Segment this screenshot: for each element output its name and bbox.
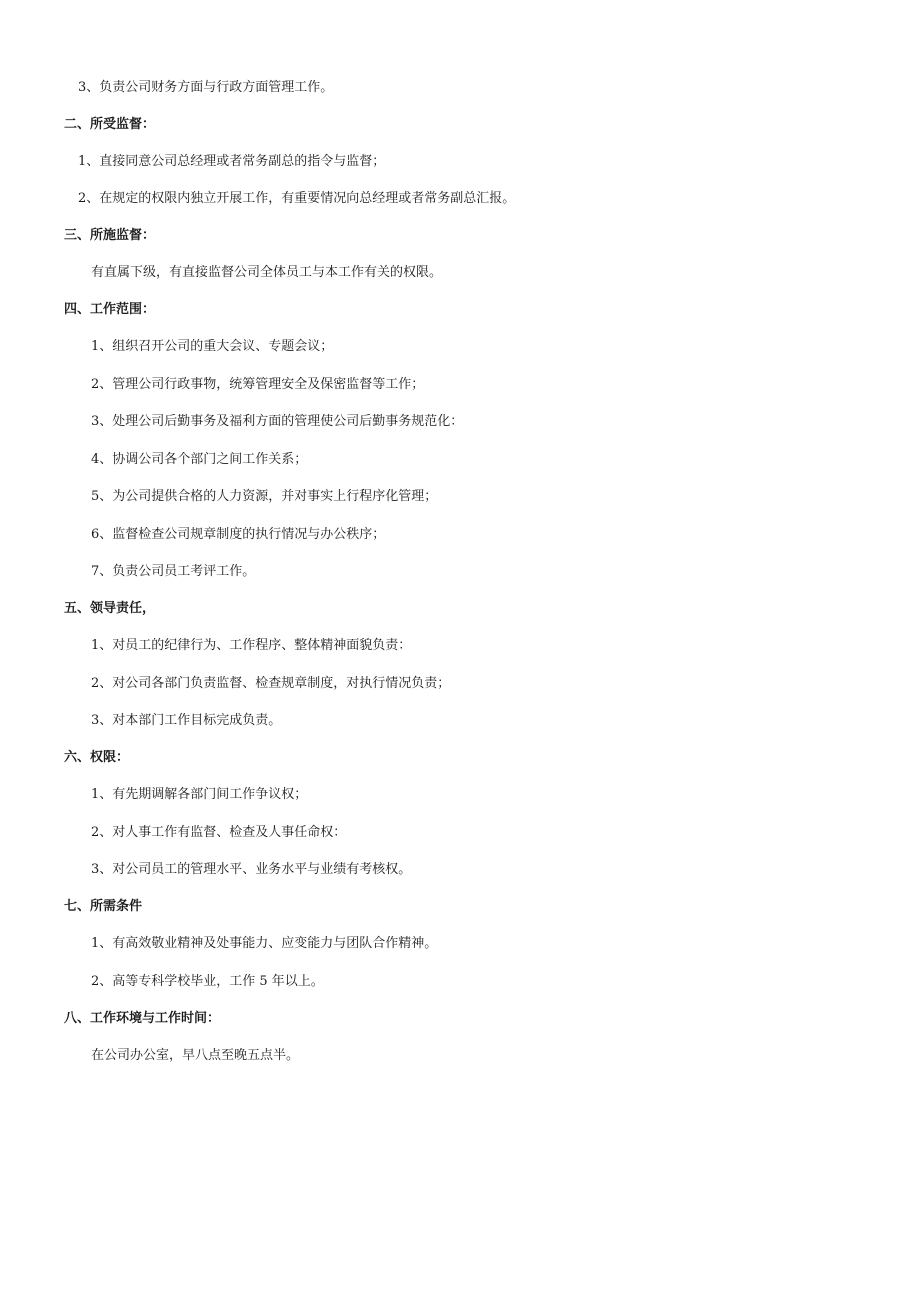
list-item: 5、为公司提供合格的人力资源，并对事实上行程序化管理；	[91, 489, 438, 504]
list-item: 1、有先期调解各部门间工作争议权；	[91, 787, 308, 802]
section-heading-supervision-given: 三、所施监督：	[64, 228, 156, 243]
section-heading-leadership: 五、领导责任，	[64, 601, 156, 616]
list-item: 1、有高效敬业精神及处事能力、应变能力与团队合作精神。	[91, 936, 438, 951]
list-item: 在公司办公室，早八点至晚五点半。	[91, 1048, 300, 1063]
list-item: 2、在规定的权限内独立开展工作，有重要情况向总经理或者常务副总汇报。	[78, 191, 516, 206]
list-item: 2、对人事工作有监督、检查及人事任命权：	[91, 825, 347, 840]
list-item: 2、管理公司行政事物，统筹管理安全及保密监督等工作；	[91, 377, 425, 392]
section-heading-authority: 六、权限：	[64, 750, 130, 765]
list-item: 1、直接同意公司总经理或者常务副总的指令与监督；	[78, 154, 386, 169]
list-item: 3、处理公司后勤事务及福利方面的管理使公司后勤事务规范化：	[91, 414, 464, 429]
list-item: 有直属下级，有直接监督公司全体员工与本工作有关的权限。	[91, 265, 443, 280]
section-heading-environment: 八、工作环境与工作时间：	[64, 1011, 221, 1026]
section-heading-work-scope: 四、工作范围：	[64, 302, 156, 317]
list-item: 1、组织召开公司的重大会议、专题会议；	[91, 339, 334, 354]
list-item: 2、对公司各部门负责监督、检查规章制度，对执行情况负责；	[91, 676, 451, 691]
section-heading-requirements: 七、所需条件	[64, 899, 143, 914]
intro-item: 3、负责公司财务方面与行政方面管理工作。	[78, 80, 334, 95]
list-item: 3、对本部门工作目标完成负责。	[91, 713, 282, 728]
list-item: 4、协调公司各个部门之间工作关系；	[91, 452, 308, 467]
list-item: 6、监督检查公司规章制度的执行情况与办公秩序；	[91, 527, 386, 542]
list-item: 3、对公司员工的管理水平、业务水平与业绩有考核权。	[91, 862, 412, 877]
list-item: 7、负责公司员工考评工作。	[91, 564, 256, 579]
list-item: 1、对员工的纪律行为、工作程序、整体精神面貌负责：	[91, 638, 412, 653]
list-item: 2、高等专科学校毕业，工作 5 年以上。	[91, 974, 324, 989]
section-heading-supervised: 二、所受监督：	[64, 117, 156, 132]
